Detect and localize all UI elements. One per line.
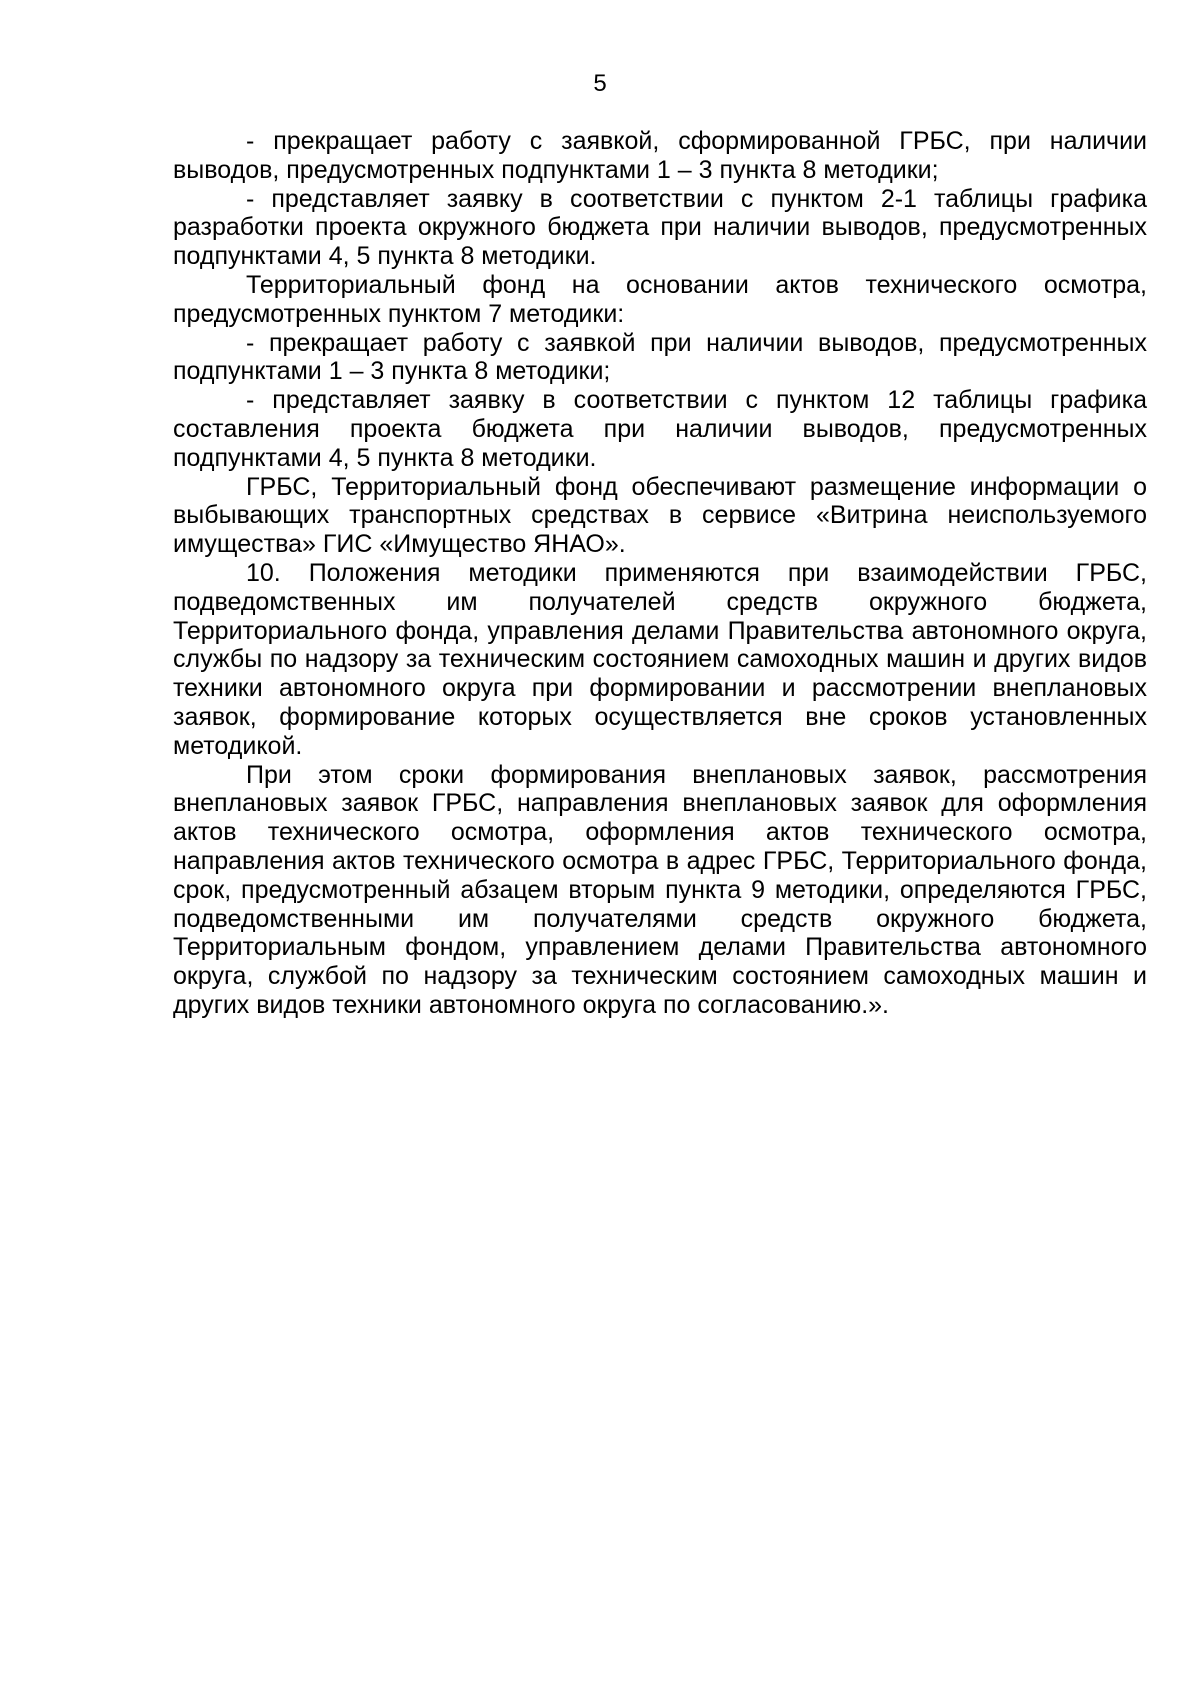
paragraph: При этом сроки формирования внеплановых заявок, рассмотрения внеплановых заявок ГРБС, направления внеплановых заявок для оформления актов технического осмотра, оформления актов технического осмотра, направления актов технического осмотра в адрес ГРБС, Территориального фонда, срок, предусмотренный абзацем вторым пункта 9 методики, определяются ГРБС, подведомственными им получателями средств окружного бюджета, Территориальным фондом, управлением делами Правительства автономного округа, службой по надзору за техническим состоянием самоходных машин и других видов техники автономного округа по согласованию.». — [173, 760, 1147, 1019]
document-body — [173, 127, 1147, 1020]
paragraph: - прекращает работу с заявкой при наличии выводов, предусмотренных подпунктами 1 – 3 пункта 8 методики; — [173, 328, 1147, 386]
paragraph: - представляет заявку в соответствии с пунктом 12 таблицы графика составления проекта бюджета при наличии выводов, предусмотренных подпунктами 4, 5 пункта 8 методики. — [173, 386, 1147, 472]
paragraph: - прекращает работу с заявкой, сформированной ГРБС, при наличии выводов, предусмотренных подпунктами 1 – 3 пункта 8 методики; — [173, 127, 1147, 184]
paragraph: ГРБС, Территориальный фонд обеспечивают размещение информации о выбывающих транспортных средствах в сервисе «Витрина неиспользуемого имущества» ГИС «Имущество ЯНАО». — [173, 472, 1147, 559]
page-number: 5 — [593, 70, 607, 97]
paragraph: 10. Положения методики применяются при взаимодействии ГРБС, подведомственных им получателей средств окружного бюджета, Территориального фонда, управления делами Правительства автономного округа, службы по надзору за техническим состоянием самоходных машин и других видов техники автономного округа при формировании и рассмотрении внеплановых заявок, формирование которых осуществляется вне сроков установленных методикой. — [173, 558, 1147, 760]
paragraph: Территориальный фонд на основании актов технического осмотра, предусмотренных пунктом 7 методики: — [173, 270, 1147, 328]
paragraph: - представляет заявку в соответствии с пунктом 2-1 таблицы графика разработки проекта окружного бюджета при наличии выводов, предусмотренных подпунктами 4, 5 пункта 8 методики. — [173, 184, 1147, 271]
